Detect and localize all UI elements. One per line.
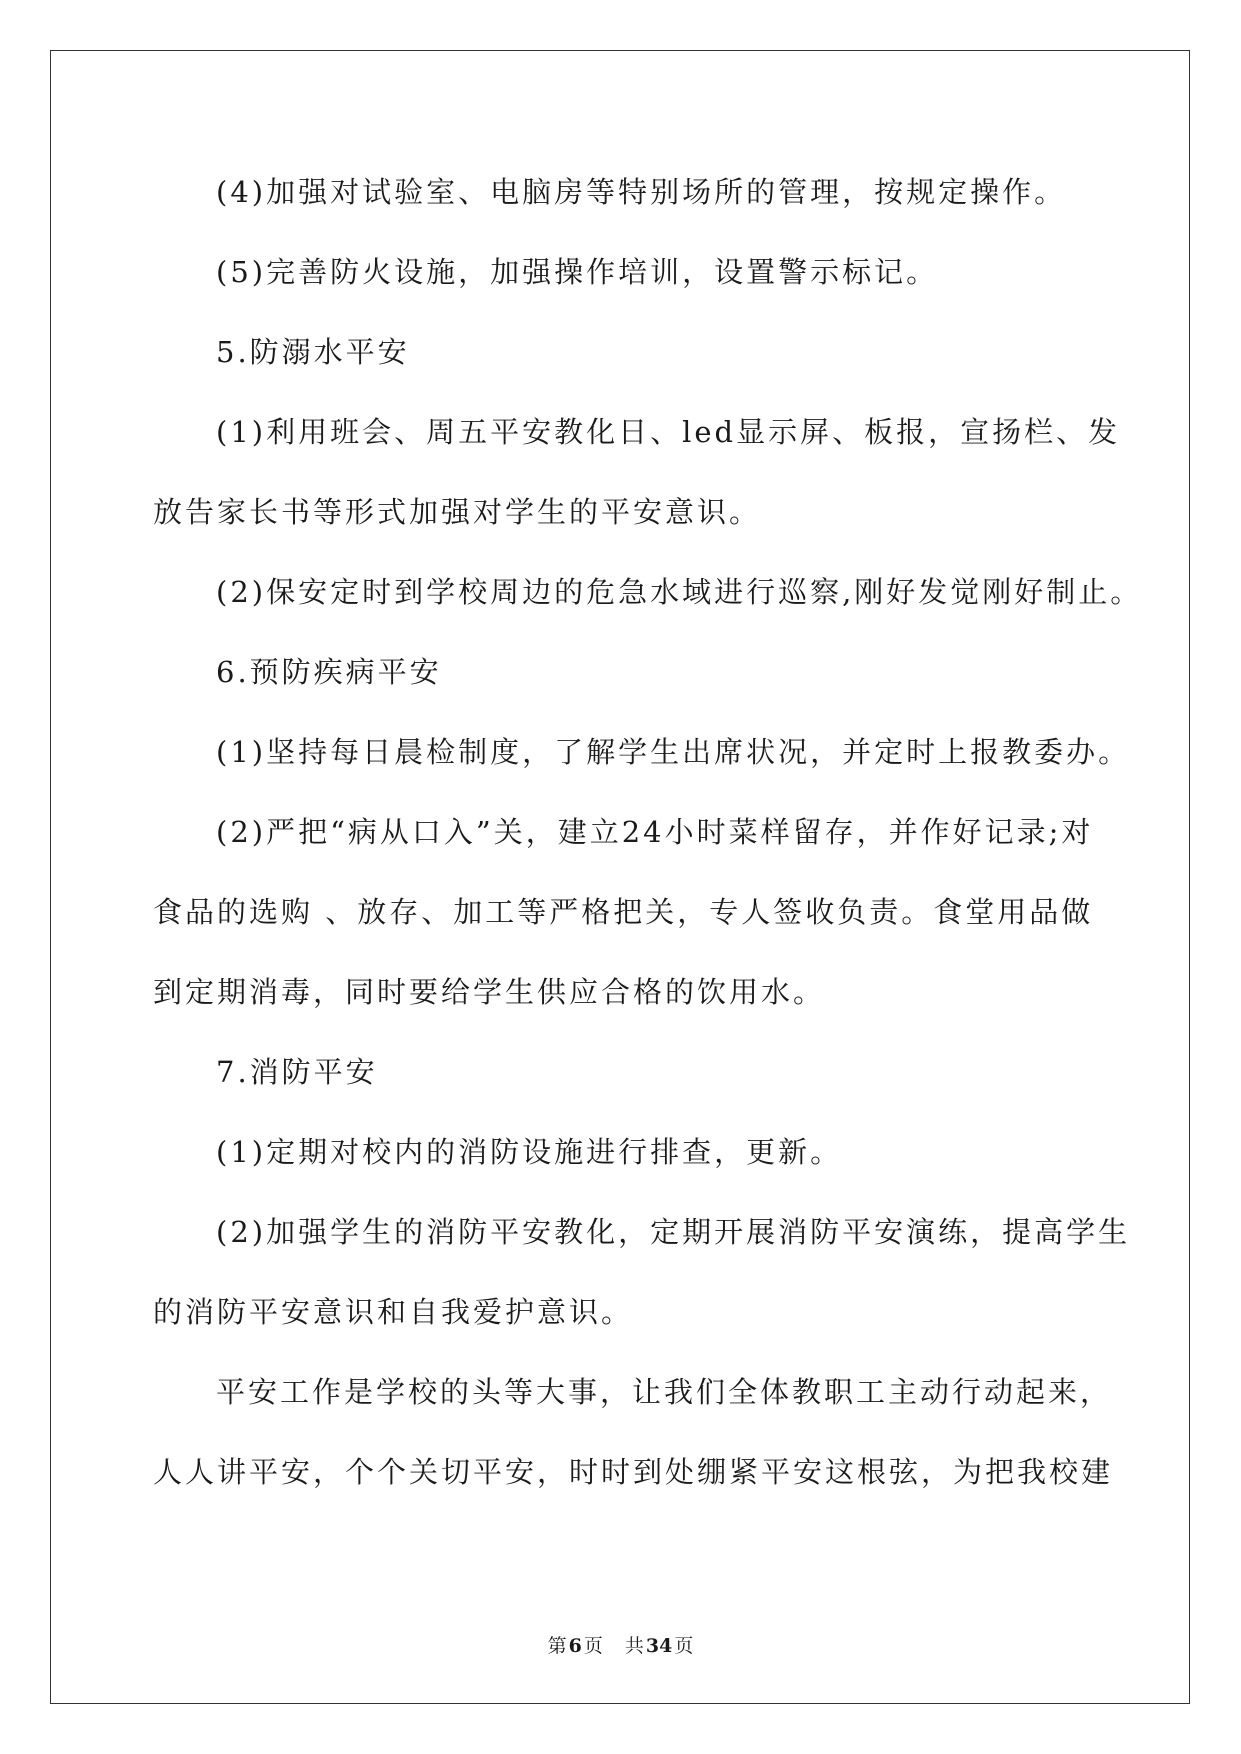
page-prefix: 第 <box>547 1635 567 1657</box>
section-heading: 6.预防疾病平安 <box>216 655 442 689</box>
page-footer <box>0 1634 1241 1658</box>
paragraph-line: 食品的选购 、放存、加工等严格把关，专人签收负责。食堂用品做 <box>153 895 1094 929</box>
total-prefix: 共 <box>624 1635 644 1657</box>
paragraph-line: 的消防平安意识和自我爱护意识。 <box>153 1295 634 1329</box>
paragraph-line: (2)保安定时到学校周边的危急水域进行巡察,刚好发觉刚好制止。 <box>216 575 1143 609</box>
paragraph-line: 平安工作是学校的头等大事，让我们全体教职工主动行动起来， <box>216 1375 1113 1409</box>
paragraph-line: (2)严把“病从口入”关，建立24小时菜样留存，并作好记录;对 <box>216 815 1094 849</box>
paragraph-line: (2)加强学生的消防平安教化，定期开展消防平安演练，提高学生 <box>216 1215 1131 1249</box>
paragraph-line: (1)利用班会、周五平安教化日、led显示屏、板报，宣扬栏、发 <box>216 415 1121 449</box>
paragraph-line: 放告家长书等形式加强对学生的平安意识。 <box>153 495 762 529</box>
paragraph-line: (1)坚持每日晨检制度，了解学生出席状况，并定时上报教委办。 <box>216 735 1131 769</box>
section-heading: 7.消防平安 <box>216 1055 378 1089</box>
paragraph-line: (4)加强对试验室、电脑房等特别场所的管理，按规定操作。 <box>216 175 1067 209</box>
paragraph-line: (5)完善防火设施，加强操作培训，设置警示标记。 <box>216 255 939 289</box>
paragraph-line: (1)定期对校内的消防设施进行排查，更新。 <box>216 1135 843 1169</box>
total-pages: 34 <box>645 1635 673 1657</box>
section-heading: 5.防溺水平安 <box>216 335 410 369</box>
total-suffix: 页 <box>674 1635 694 1657</box>
paragraph-line: 人人讲平安，个个关切平安，时时到处绷紧平安这根弦，为把我校建 <box>153 1455 1114 1489</box>
paragraph-line: 到定期消毒，同时要给学生供应合格的饮用水。 <box>153 975 826 1009</box>
page-suffix: 页 <box>583 1635 603 1657</box>
page-number: 6 <box>568 1635 582 1657</box>
